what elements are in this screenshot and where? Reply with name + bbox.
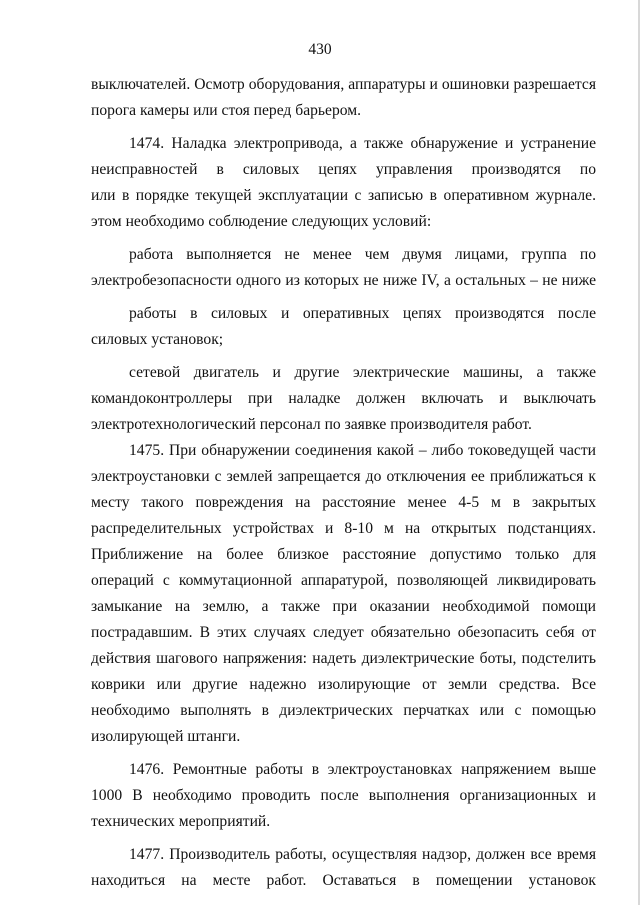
text-line: замыкание на землю, а также при оказании необходимой помощи — [91, 598, 596, 615]
paragraph-1474-start: 1474. Наладка электропривода, а также обнаружение и устранение — [129, 135, 596, 152]
list-item-start: работы в силовых и оперативных цепях производятся после — [129, 305, 596, 322]
text-line: электротехнологический персонал по заявке производителя работ. — [91, 416, 532, 433]
text-line: коврики или другие надежно изолирующие от земли средства. Все — [91, 676, 596, 693]
text-line: распределительных устройствах и 8-10 м на открытых подстанциях. — [91, 520, 596, 537]
text-line: выключателей. Осмотр оборудования, аппаратуры и ошиновки разрешается — [91, 76, 596, 93]
text-line: месту такого повреждения на расстояние менее 4-5 м в закрытых — [91, 494, 596, 511]
text-line: силовых установок; — [91, 331, 224, 348]
paragraph-1477-start: 1477. Производитель работы, осуществляя надзор, должен все время — [129, 846, 596, 863]
text-line: или в порядке текущей эксплуатации с записью в оперативном журнале. — [91, 187, 596, 204]
text-line: 1000 В необходимо проводить после выполнения организационных и — [91, 787, 596, 804]
text-line: электроустановки с землей запрещается до отключения ее приближаться к — [91, 468, 596, 485]
text-line: технических мероприятий. — [91, 813, 271, 830]
paragraph-1475-start: 1475. При обнаружении соединения какой – либо токоведущей части — [129, 442, 596, 459]
page-number: 430 — [308, 41, 332, 58]
text-line: необходимо выполнять в диэлектрических перчатках или с помощью — [91, 702, 596, 719]
text-line: действия шагового напряжения: надеть диэлектрические боты, подстелить — [91, 650, 596, 667]
text-line: операций с коммутационной аппаратурой, позволяющей ликвидировать — [91, 572, 596, 589]
text-line: электробезопасности одного из которых не ниже IV, а остальных – не ниже — [91, 272, 596, 289]
text-line: изолирующей штанги. — [91, 728, 241, 745]
list-item-start: работа выполняется не менее чем двумя лицами, группа по — [129, 246, 596, 263]
text-line: командоконтроллеры при наладке должен включать и выключать — [91, 390, 596, 407]
paragraph-1476-start: 1476. Ремонтные работы в электроустановках напряжением выше — [129, 761, 596, 778]
text-line: находиться на месте работ. Оставаться в помещении установок — [91, 872, 596, 889]
text-line: пострадавшим. В этих случаях следует обязательно обезопасить себя от — [91, 624, 596, 641]
list-item-start: сетевой двигатель и другие электрические машины, а также — [129, 364, 596, 381]
text-line: Приближение на более близкое расстояние допустимо только для — [91, 546, 596, 563]
text-line: этом необходимо соблюдение следующих условий: — [91, 213, 432, 230]
document-body — [91, 72, 596, 894]
text-line: неисправностей в силовых цепях управления производятся по — [91, 161, 596, 178]
text-line: порога камеры или стоя перед барьером. — [91, 102, 362, 119]
